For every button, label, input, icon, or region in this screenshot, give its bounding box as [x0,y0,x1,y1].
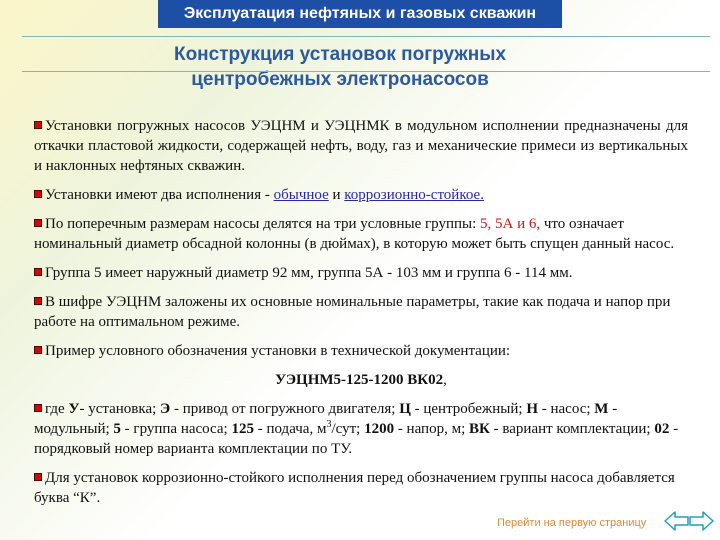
group-list: 5, 5А и 6, [480,216,541,232]
legend-text: - привод от погружного двигателя; [170,401,400,417]
legend-code: 1200 [364,421,395,437]
bullet-icon [34,297,42,305]
bullet-icon [34,268,42,276]
link-ordinary[interactable]: обычное [273,187,329,203]
bullet-paragraph [34,468,688,508]
legend-code: М [594,401,609,417]
legend-code: ВК [468,421,490,437]
paragraph-text: Пример условного обозначения установки в технической документации: [45,343,511,359]
paragraph-text: По поперечным размерам насосы делятся на три условные группы: [45,216,481,232]
bullet-icon [34,190,42,198]
example-code-tail: , [443,372,447,388]
paragraph-text: Установки погружных насосов УЭЦНМ и УЭЦНМК в модульном исполнении предназначены для откачки пластовой жидкости, содержащей нефть, воду, газ и механические примеси из вертикальных и наклонных нефтяных скважин. [34,118,688,174]
bullet-paragraph [34,185,688,205]
bullet-icon [34,346,42,354]
paragraph-text: Установки имеют два исполнения - [45,187,274,203]
legend-code: Э [160,401,171,417]
legend-text: - группа насоса; [120,421,232,437]
arrow-left-icon[interactable] [664,510,690,537]
legend-code: 5 [113,421,121,437]
paragraph-text: Для установок коррозионно-стойкого исполнения перед обозначением группы насоса добавляется буква “К”. [34,470,675,506]
legend-text: - напор, м; [394,421,469,437]
bullet-paragraph [34,214,688,254]
title-divider [22,71,710,72]
top-divider [22,36,710,37]
legend-text: - вариант комплектации; [489,421,655,437]
slide-title [20,42,660,92]
paragraph-text: Группа 5 имеет наружный диаметр 92 мм, группа 5А - 103 мм и группа 6 - 114 мм. [45,265,573,281]
legend-text: где [45,401,69,417]
legend-code: У [68,401,80,417]
slide-title-line1: Конструкция установок погружных [173,44,507,65]
bullet-icon [34,219,42,227]
legend-code: Ц [399,401,411,417]
legend-superscript: 3 [326,419,332,430]
bullet-paragraph [34,116,688,176]
legend-code: 125 [231,421,254,437]
link-corrosion-resistant[interactable]: коррозионно-стойкое. [344,187,484,203]
arrow-right-icon[interactable] [688,510,714,537]
bullet-icon [34,121,42,129]
legend-text: - установка; [79,401,161,417]
slide-body [34,116,688,517]
legend-text: - центробежный; [410,401,527,417]
legend-text: - подача, м [253,421,327,437]
legend-text: - порядковый номер варианта комплектации по ТУ. [34,421,679,457]
paragraph-text: что означает номинальный диаметр обсадной колонны (в дюймах), в которую может быть спущен данный насос. [34,216,675,252]
legend-code: Н [526,401,538,417]
bullet-paragraph [34,399,688,459]
legend-text: /сут; [331,421,365,437]
bullet-icon [34,404,42,412]
course-header [158,0,562,28]
first-page-link[interactable]: Перейти на первую страницу [497,517,647,529]
legend-text: - насос; [537,401,595,417]
example-code: УЭЦНМ5-125-1200 ВК02 [275,372,444,388]
legend-text: - модульный; [34,401,618,437]
paragraph-text: В шифре УЭЦНМ заложены их основные номинальные параметры, такие как подача и напор при работе на оптимальном режиме. [34,294,671,330]
bullet-paragraph [34,292,688,332]
legend-code: 02 [654,421,670,437]
paragraph-text: и [328,187,345,203]
example-code-line [34,370,688,390]
bullet-icon [34,473,42,481]
slide-title-line2: центробежных электронасосов [191,69,489,90]
bullet-paragraph [34,341,688,361]
course-title: Эксплуатация нефтяных и газовых скважин [183,5,537,22]
bullet-paragraph [34,263,688,283]
